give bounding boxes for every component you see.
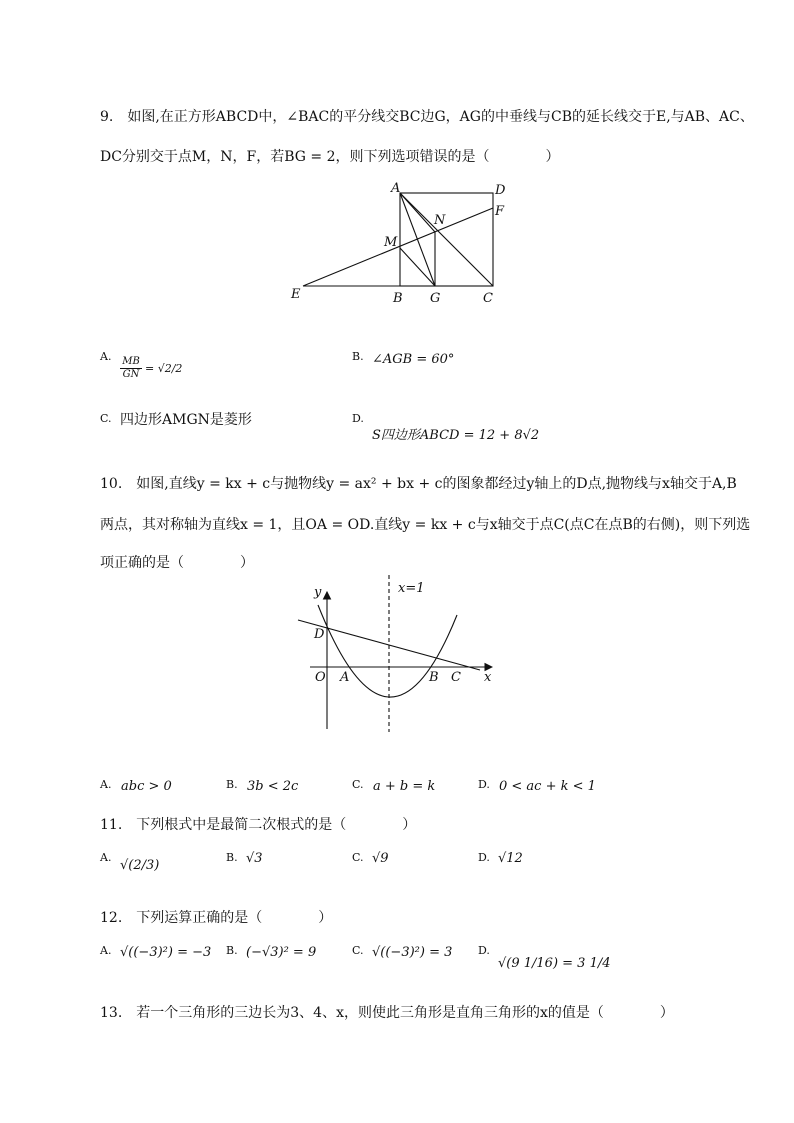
q11-option-d-text: √12: [498, 851, 523, 866]
q10-option-b-text: 3b < 2c: [247, 779, 299, 794]
q10-option-a-label: A.: [100, 778, 112, 791]
q9-stem-line1: 9. 如图,在正方形ABCD中，∠BAC的平分线交BC边G，AG的中垂线与CB的延长线交于E,与AB、AC、: [100, 109, 754, 125]
label-b: B: [429, 670, 439, 685]
q10-option-c-text: a + b = k: [373, 779, 436, 794]
q11-option-c-label: C.: [352, 851, 364, 864]
q11-option-a-text: √(2/3): [120, 858, 160, 873]
q11-option-a-label: A.: [100, 851, 112, 864]
q11-option-d-label: D.: [478, 851, 490, 864]
label-c: C: [451, 670, 461, 685]
q10-option-d-label: D.: [478, 778, 490, 791]
label-x: x: [484, 670, 492, 685]
q11-option-c-text: √9: [372, 851, 389, 866]
q9-option-b-label: B.: [352, 350, 364, 363]
q9-stem-line2: DC分别交于点M，N，F，若BG = 2，则下列选项错误的是（ ）: [100, 149, 560, 165]
q10-option-d-text: 0 < ac + k < 1: [499, 779, 596, 794]
q11-option-b-label: B.: [226, 851, 238, 864]
q10-stem-line3: 项正确的是（ ）: [100, 555, 254, 571]
q9-option-a-label: A.: [100, 350, 112, 363]
label-d: D: [495, 183, 506, 198]
label-f: F: [495, 204, 505, 219]
segment-mg: [400, 248, 435, 286]
q10-stem-line1: 10. 如图,直线y = kx + c与抛物线y = ax² + bx + c的图象都经过y轴上的D点,抛物线与x轴交于A,B: [100, 476, 737, 492]
q9-option-c-label: C.: [100, 412, 112, 425]
diagonal-ac: [400, 193, 493, 286]
fraction-denominator: GN: [122, 369, 140, 380]
fraction-numerator: MB: [120, 356, 142, 369]
q11-stem: 11. 下列根式中是最简二次根式的是（ ）: [100, 817, 417, 833]
label-n: N: [434, 213, 446, 228]
label-y: y: [314, 585, 322, 600]
q9-option-a-rhs: = √2/2: [145, 362, 183, 375]
q10-stem-line2: 两点，其对称轴为直线x = 1，且OA = OD.直线y = kx + c与x轴交于点C(点C在点B的右侧)，则下列选: [100, 517, 751, 533]
label-g: G: [430, 291, 441, 306]
q12-option-b-label: B.: [226, 944, 238, 957]
label-a: A: [391, 181, 401, 196]
q12-option-d-text: √(9 1/16) = 3 1/4: [498, 956, 611, 971]
label-e: E: [291, 287, 301, 302]
q12-option-c-text: √((−3)²) = 3: [372, 945, 453, 960]
label-o: O: [315, 670, 326, 685]
q10-option-b-label: B.: [226, 778, 238, 791]
label-b: B: [393, 291, 403, 306]
q9-option-d-label: D.: [352, 412, 364, 425]
perp-bisector-ef: [303, 208, 493, 286]
label-x-eq-1: x=1: [398, 581, 425, 596]
q9-option-b-text: ∠AGB = 60°: [372, 352, 455, 367]
label-a: A: [340, 670, 350, 685]
label-m: M: [384, 235, 398, 250]
q10-option-a-text: abc > 0: [121, 779, 172, 794]
q11-option-b-text: √3: [246, 851, 263, 866]
q10-parabola-figure: [290, 572, 500, 737]
q13-stem: 13. 若一个三角形的三边长为3、4、x，则使此三角形是直角三角形的x的值是（ ）: [100, 1005, 674, 1021]
label-d: D: [314, 627, 325, 642]
q9-square-figure: [285, 180, 515, 310]
q9-option-d-text: S四边形ABCD = 12 + 8√2: [372, 428, 540, 443]
q9-option-c-text: 四边形AMGN是菱形: [120, 412, 252, 428]
q12-option-b-text: (−√3)² = 9: [246, 945, 317, 960]
q12-option-a-label: A.: [100, 944, 112, 957]
q12-option-c-label: C.: [352, 944, 364, 957]
segment-an: [400, 193, 435, 232]
q12-stem: 12. 下列运算正确的是（ ）: [100, 910, 333, 926]
label-c: C: [483, 291, 493, 306]
q12-option-d-label: D.: [478, 944, 490, 957]
q9-option-a-fraction: [120, 356, 142, 381]
q12-option-a-text: √((−3)²) = −3: [120, 945, 212, 960]
q10-option-c-label: C.: [352, 778, 364, 791]
